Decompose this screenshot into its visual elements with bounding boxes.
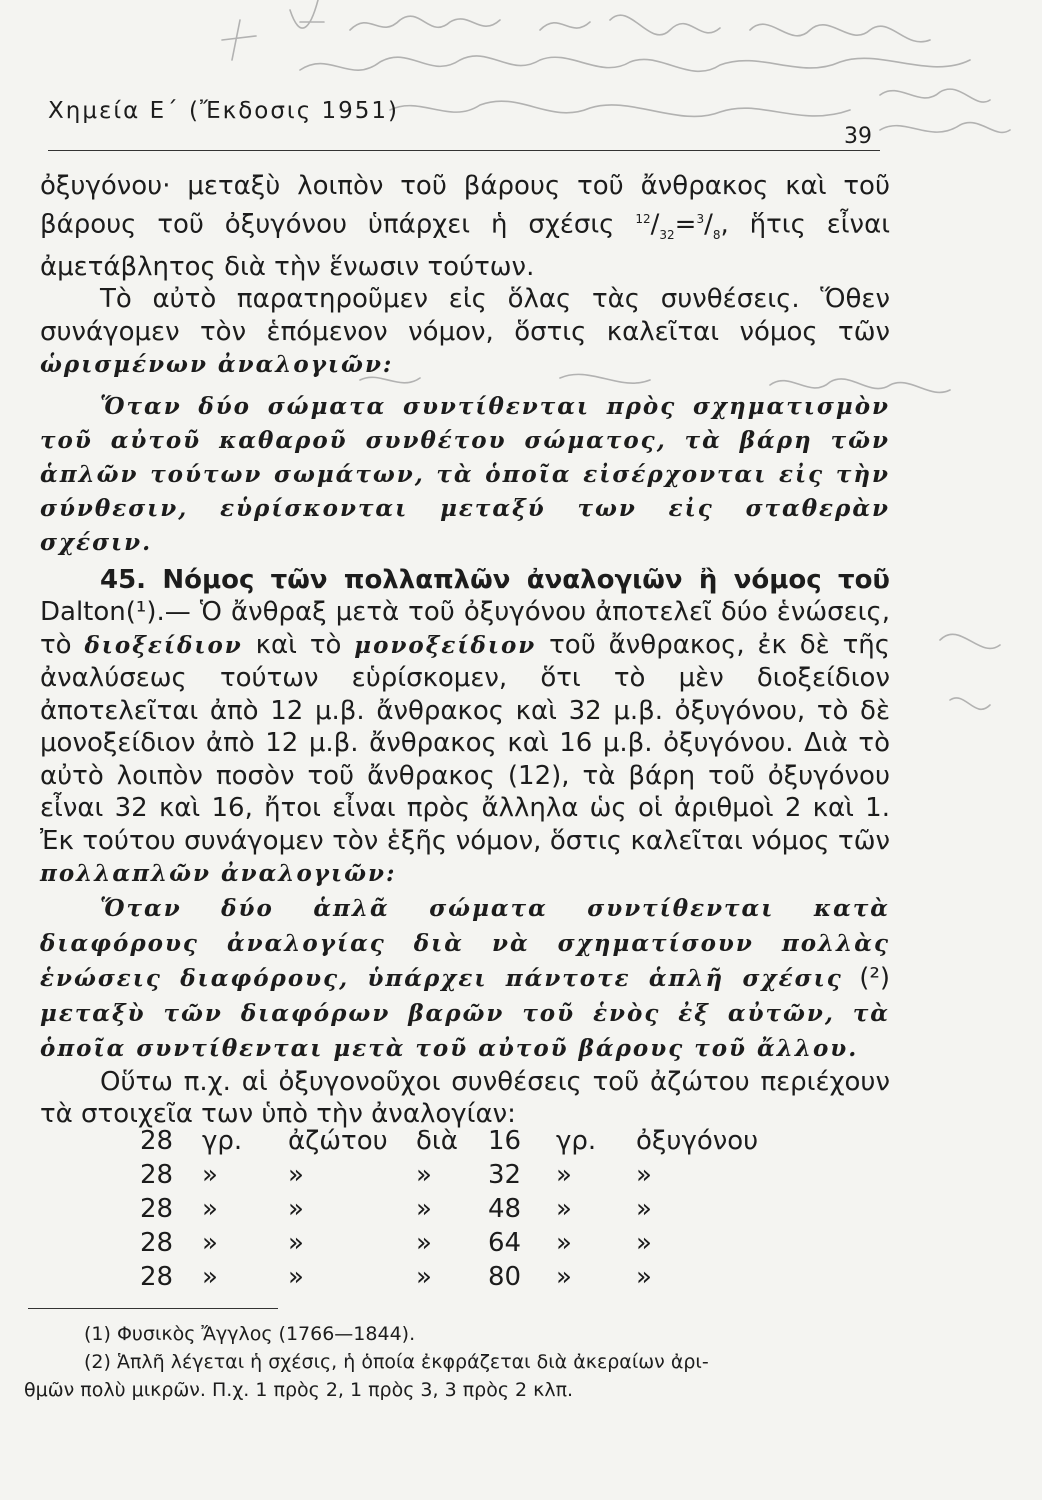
table-cell-n: 28	[140, 1262, 174, 1292]
table-row	[140, 1226, 780, 1260]
paragraph-1: ὀξυγόνου· μεταξὺ λοιπὸν τοῦ βάρους τοῦ ἄνθρακος καὶ τοῦ βάρους τοῦ ὀξυγόνου ὑπάρχει ἡ σχέσις $^{12}/_{32}=^3/_8$, ἥτις εἶναι ἀμετάβλητος διὰ τὴν ἕνωσιν τούτων.	[40, 171, 891, 282]
section-heading: 45. Νόμος τῶν πολλαπλῶν ἀναλογιῶν ἢ νόμος τοῦ	[100, 564, 890, 595]
table-row	[140, 1124, 780, 1158]
law-2-text-a: Ὅταν δύο ἁπλᾶ σώματα συντίθενται κατὰ διαφόρους ἀναλογίας διὰ νὰ σχηματίσουν πολλὰς ἑνώσεις διαφόρους, ὑπάρχει πάντοτε ἁπλῆ σχέσις	[40, 894, 890, 992]
table-row	[140, 1192, 780, 1226]
table-cell-m: 80	[488, 1262, 522, 1292]
table-cell-dia: »	[416, 1228, 432, 1258]
law-multiple-proportions	[40, 891, 890, 1066]
footnote-rule	[28, 1308, 278, 1309]
table-cell-u1: »	[202, 1194, 218, 1224]
footnote-2-line-2: θμῶν πολὺ μικρῶν. Π.χ. 1 πρὸς 2, 1 πρὸς 3, 3 πρὸς 2 κλπ.	[24, 1379, 574, 1401]
section-45	[40, 564, 890, 891]
law-2-text-b: μεταξὺ τῶν διαφόρων βαρῶν τοῦ ἑνὸς ἐξ αὐτῶν, τὰ ὁποῖα συντίθενται μετὰ τοῦ αὐτοῦ βάρους τοῦ ἄλλου.	[40, 999, 890, 1062]
proportions-table	[140, 1124, 780, 1294]
paragraph-3-text-a: — Ὁ ἄνθραξ μετὰ τοῦ ὀξυγόνου ἀποτελεῖ δύο ἑνώσεις, τὸ	[40, 597, 890, 660]
law-name-definite-proportions: ὡρισμένων ἀναλογιῶν:	[40, 351, 394, 379]
table-cell-u1: γρ.	[202, 1126, 243, 1156]
table-cell-el2: »	[636, 1228, 652, 1258]
body-text	[40, 170, 890, 1131]
table-cell-u2: γρ.	[556, 1126, 597, 1156]
paragraph-3-text-b: καὶ τὸ	[255, 629, 342, 660]
table-cell-n: 28	[140, 1194, 174, 1224]
table-cell-u1: »	[202, 1160, 218, 1190]
running-header: Χημεία Ε΄ (Ἔκδοσις 1951)	[48, 98, 400, 124]
table-cell-m: 48	[488, 1194, 522, 1224]
footnote-2-line-1: (2) Ἁπλῆ λέγεται ἡ σχέσις, ἡ ὁποία ἐκφράζεται διὰ ἀκεραίων ἀρι-	[84, 1351, 709, 1373]
page-number: 39	[844, 124, 872, 149]
table-cell-el2: »	[636, 1160, 652, 1190]
table-cell-u2: »	[556, 1228, 572, 1258]
ratio-b-denominator: 8	[712, 227, 721, 242]
table-cell-u2: »	[556, 1194, 572, 1224]
footnote-1: (1) Φυσικὸς Ἄγγλος (1766—1844).	[84, 1323, 416, 1345]
table-cell-u2: »	[556, 1160, 572, 1190]
law-name-multiple-proportions: πολλαπλῶν ἀναλογιῶν:	[40, 860, 397, 888]
paragraph-2	[40, 283, 890, 382]
term-dioxide: διοξείδιον	[84, 631, 243, 659]
dalton-name: Dalton	[40, 597, 126, 628]
table-cell-el1: ἀζώτου	[288, 1126, 388, 1156]
table-cell-dia: »	[416, 1160, 432, 1190]
ratio-equals: =	[674, 209, 697, 240]
paragraph-1-text-a: ὀξυγόνου· μεταξὺ λοιπὸν τοῦ βάρους τοῦ ἄνθρακος καὶ τοῦ βάρους τοῦ ὀξυγόνου ὑπάρχει ἡ σχέσις	[40, 171, 890, 240]
table-cell-u1: »	[202, 1228, 218, 1258]
footnote-ref-1: (¹).	[125, 597, 165, 628]
table-cell-dia: »	[416, 1262, 432, 1292]
table-cell-el2: »	[636, 1194, 652, 1224]
table-cell-dia: διὰ	[416, 1126, 458, 1156]
paragraph-3-text-c: τοῦ ἄνθρακος, ἐκ δὲ τῆς ἀναλύσεως τούτων εὑρίσκομεν, ὅτι τὸ μὲν διοξείδιον ἀποτελεῖται ἀπὸ 12 μ.β. ἄνθρακος καὶ 32 μ.β. ὀξυγόνου, τὸ δὲ μονοξείδιον ἀπὸ 12 μ.β. ἄνθρακος καὶ 16 μ.β. ὀξυγόνου. Διὰ τὸ αὐτὸ λοιπὸν ποσὸν τοῦ ἄνθρακος (12), τὰ βάρη τοῦ ὀξυγόνου εἶναι 32 καὶ 16, ἤτοι εἶναι πρὸς ἄλληλα ὡς οἱ ἀριθμοὶ 2 καὶ 1. Ἐκ τούτου συνάγομεν τὸν ἑξῆς νόμον, ὅστις καλεῖται νόμος τῶν	[40, 629, 891, 856]
table-cell-m: 16	[488, 1126, 522, 1156]
footnotes	[24, 1320, 864, 1404]
ratio-a-denominator: 32	[659, 227, 675, 242]
paragraph-2-text: Τὸ αὐτὸ παρατηροῦμεν εἰς ὅλας τὰς συνθέσεις. Ὅθεν συνάγομεν τὸν ἑπόμενον νόμον, ὅστις καλεῖται νόμος τῶν	[40, 284, 890, 347]
table-cell-n: 28	[140, 1228, 174, 1258]
ratio-b-numerator: 3	[696, 211, 705, 226]
table-cell-el2: ὀξυγόνου	[636, 1126, 759, 1156]
table-cell-m: 64	[488, 1228, 522, 1258]
table-cell-el1: »	[288, 1160, 304, 1190]
paragraph-1-text-b: , ἥτις εἶναι ἀμετάβλητος διὰ τὴν ἕνωσιν τούτων.	[40, 209, 891, 282]
term-monoxide: μονοξείδιον	[354, 631, 537, 659]
footnote-ref-2: (²)	[859, 962, 891, 993]
table-cell-dia: »	[416, 1194, 432, 1224]
table-cell-el1: »	[288, 1262, 304, 1292]
law-definite-proportions: Ὅταν δύο σώματα συντίθενται πρὸς σχηματισμὸν τοῦ αὐτοῦ καθαροῦ συνθέτου σώματος, τὰ βάρη τῶν ἁπλῶν τούτων σωμάτων, τὰ ὁποῖα εἰσέρχονται εἰς τὴν σύνθεσιν, εὑρίσκονται μεταξύ των εἰς σταθερὰν σχέσιν.	[40, 392, 890, 556]
table-row	[140, 1158, 780, 1192]
table-row	[140, 1260, 780, 1294]
table-cell-n: 28	[140, 1160, 174, 1190]
table-cell-el2: »	[636, 1262, 652, 1292]
table-cell-u1: »	[202, 1262, 218, 1292]
header-rule	[48, 150, 880, 151]
table-cell-el1: »	[288, 1194, 304, 1224]
table-cell-u2: »	[556, 1262, 572, 1292]
paragraph-4: Οὕτω π.χ. αἱ ὀξυγονοῦχοι συνθέσεις τοῦ ἀζώτου περιέχουν τὰ στοιχεῖα των ὑπὸ τὴν ἀναλογίαν:	[40, 1066, 890, 1130]
table-cell-el1: »	[288, 1228, 304, 1258]
ratio-a-numerator: 12	[635, 211, 651, 226]
table-cell-m: 32	[488, 1160, 522, 1190]
table-cell-n: 28	[140, 1126, 174, 1156]
